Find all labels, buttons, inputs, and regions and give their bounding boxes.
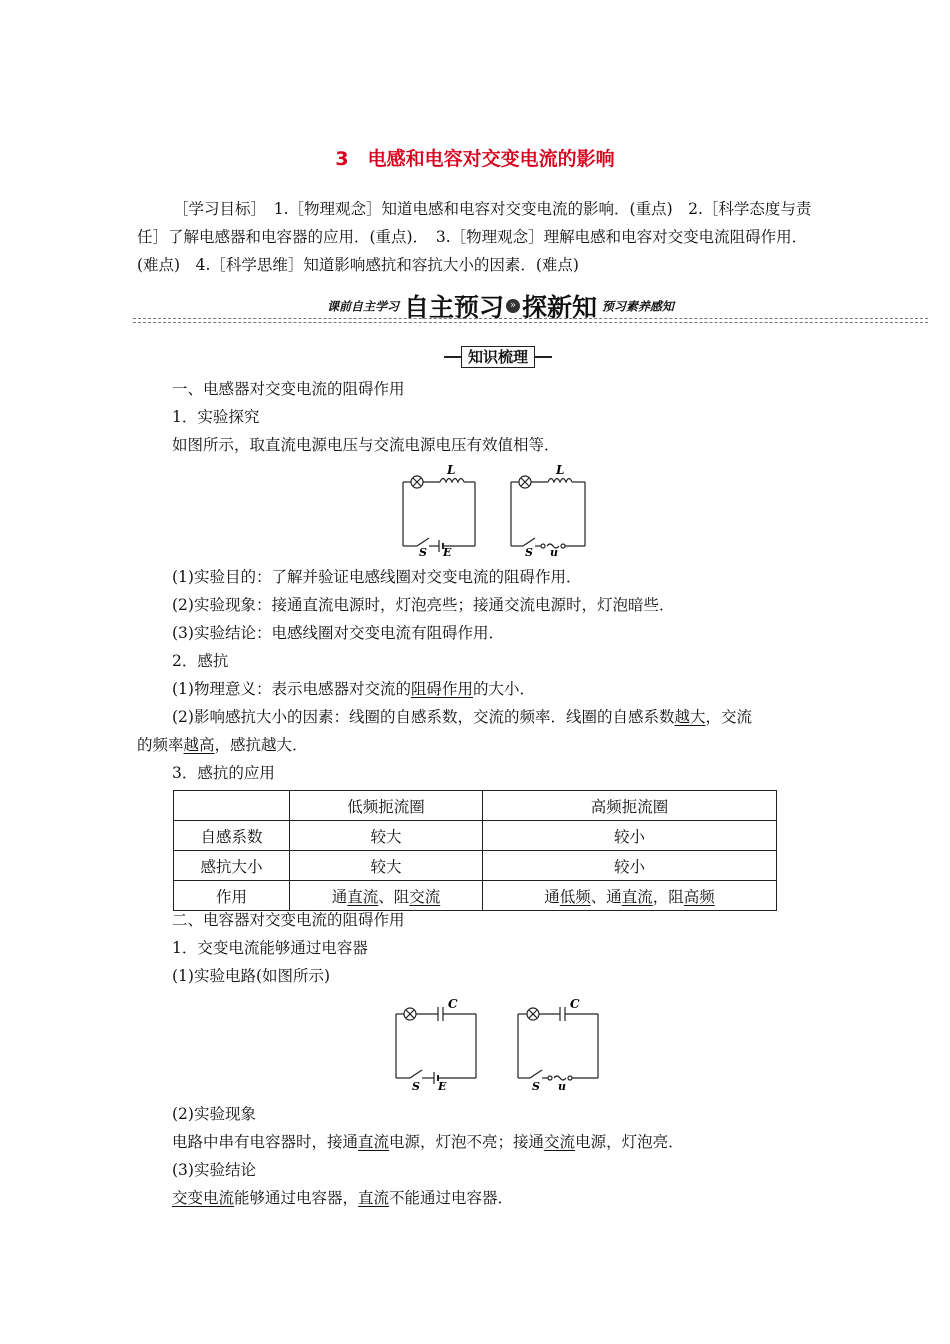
table-row [174,851,777,881]
text: (2)影响感抗大小的因素：线圈的自感系数，交流的频率．线圈的自感系数 [172,708,675,726]
text: 通 [331,887,348,906]
part1-k1 [172,675,535,703]
learning-objectives: ［学习目标］ 1.［物理观念］知道电感和电容对交变电流的影响．(重点) 2.［科学态度与责任］了解电感器和电容器的应用．(重点)． 3.［物理观念］理解电感和电容对交变电流阻碍作用．(难点) 4.［科学思维］知道影响感抗和容抗大小的因素．(难点) [137,200,812,274]
text: 能够通过电容器， [234,1189,359,1207]
label-E: E [443,546,452,558]
part1-intro: 如图所示，取直流电源电压与交流电源电压有效值相等． [172,436,560,454]
label-C: C [570,997,580,1011]
part2-heading: 二、电容器对交变电流的阻碍作用 [172,911,405,929]
banner-main-b: 探新知 [521,293,597,322]
divider [133,318,928,319]
label-S: S [412,1080,420,1093]
text: 不能通过电容器． [389,1189,514,1207]
label-L: L [447,463,456,477]
part1-p3: (3)实验结论：电感线圈对交变电流有阻碍作用． [172,624,504,642]
text: ，感抗越大． [214,736,308,754]
part1-heading: 一、电感器对交变电流的阻碍作用 [172,380,405,398]
section-badge-label: 知识梳理 [461,346,535,368]
underlined-answer: 交流 [409,887,441,906]
label-E: E [438,1080,447,1093]
text: ，阻 [652,887,684,906]
table-cell: 较小 [483,821,777,851]
part1-p2: (2)实验现象：接通直流电源时，灯泡亮些；接通交流电源时，灯泡暗些． [172,596,675,614]
page-title: 3 电感和电容对交变电流的影响 [335,148,615,170]
section-badge [444,346,552,366]
text: 的频率 [137,736,184,754]
table-cell: 自感系数 [174,821,290,851]
table-cell: 作用 [174,881,290,911]
underlined-answer: 低频 [559,887,591,906]
text: 电源，灯泡亮． [575,1133,684,1151]
text: (1)物理意义：表示电感器对交流的 [172,680,411,698]
part2-c2: (2)实验现象 [172,1105,256,1123]
part2-c3: (3)实验结论 [172,1161,256,1179]
underlined-answer: 直流 [358,1189,390,1207]
underlined-answer: 直流 [358,1133,390,1151]
choke-coil-table [173,790,777,911]
divider [133,322,928,323]
text: 电路中串有电容器时，接通 [172,1133,359,1151]
label-C: C [448,997,458,1011]
table-cell: 低频扼流圈 [290,791,483,821]
text: 电源，灯泡不亮；接通 [389,1133,545,1151]
part1-p1: (1)实验目的：了解并验证电感线圈对交变电流的阻碍作用． [172,568,582,586]
table-cell: 感抗大小 [174,851,290,881]
part1-sub1: 1．实验探究 [172,408,260,426]
table-cell [483,881,777,911]
banner-right-text: 预习素养感知 [601,299,674,314]
underlined-answer: 交变电流 [172,1189,235,1207]
inductor-coil-icon [440,479,464,483]
part2-c1: (1)实验电路(如图所示) [172,967,331,985]
banner-main-a: 自主预习 [403,293,504,322]
underlined-answer: 直流 [347,887,379,906]
text: ，交流 [705,708,752,726]
underlined-answer: 高频 [683,887,715,906]
banner-left-text: 课前自主学习 [327,299,400,314]
part1-k2 [172,703,752,731]
underlined-answer: 越大 [674,708,706,726]
text: 、通 [590,887,622,906]
part2-conclusion [172,1184,513,1212]
table-row [174,791,777,821]
underlined-answer: 越高 [183,736,215,754]
capacitor-circuit-diagram [388,996,608,1094]
table-cell: 较大 [290,821,483,851]
inductor-circuit-diagram [395,462,595,558]
arrow-icon: » [506,299,520,313]
label-u: u [550,546,558,558]
part2-sub1: 1．交变电流能够通过电容器 [172,939,368,957]
text: 通 [544,887,560,906]
underlined-answer: 直流 [621,887,653,906]
part2-observation [172,1128,684,1156]
part1-sub3: 3．感抗的应用 [172,764,275,782]
label-u: u [558,1080,566,1093]
label-L: L [556,463,565,477]
text: 的大小． [472,680,535,698]
label-S: S [419,546,427,558]
table-cell [174,791,290,821]
underlined-answer: 交流 [544,1133,576,1151]
part1-sub2: 2．感抗 [172,652,229,670]
table-cell: 高频扼流圈 [483,791,777,821]
text: 、阻 [378,887,410,906]
underlined-answer: 阻碍作用 [410,680,473,698]
part1-k2-cont [137,731,308,759]
table-cell: 较小 [483,851,777,881]
table-cell: 较大 [290,851,483,881]
table-row [174,821,777,851]
label-S: S [532,1080,540,1093]
label-S: S [525,546,533,558]
